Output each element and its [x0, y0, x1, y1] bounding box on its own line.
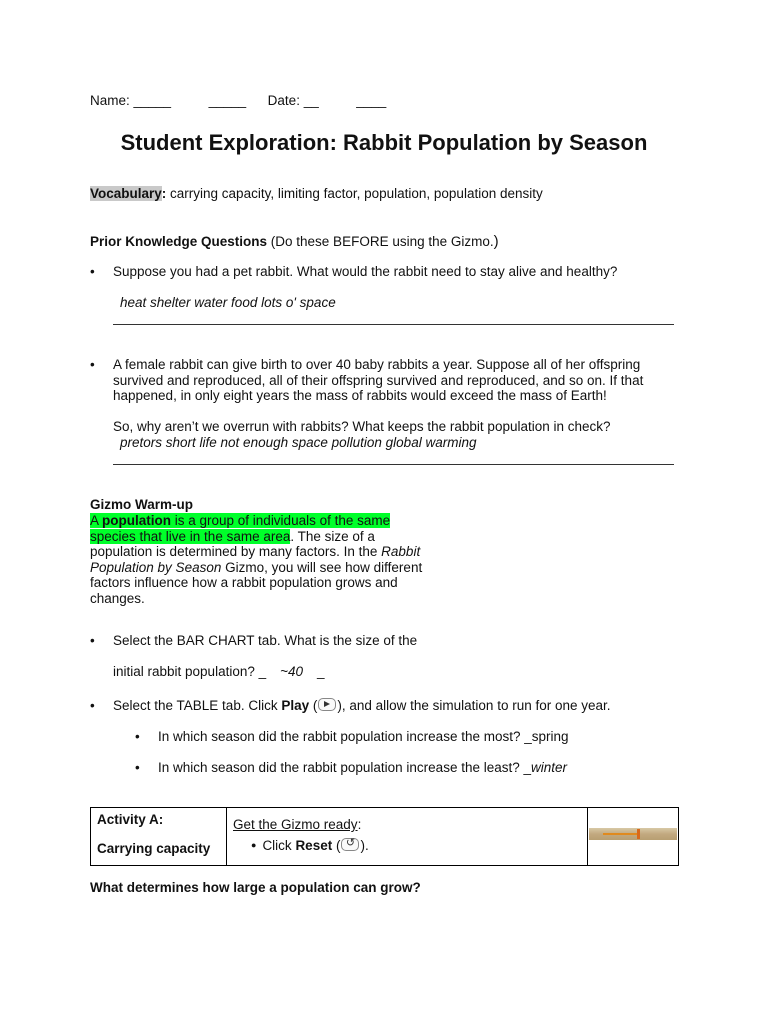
- gizmo-name: Rabbit: [381, 544, 421, 559]
- warmup-heading: Gizmo Warm-up: [90, 497, 193, 512]
- gizmo-name: Population by Season: [90, 559, 222, 575]
- question-1: Suppose you had a pet rabbit. What would the rabbit need to stay alive and healthy?: [113, 264, 618, 279]
- date-blank: ____: [356, 93, 387, 108]
- vocabulary-terms: carrying capacity, limiting factor, population, population density: [166, 186, 543, 201]
- sub-bullet: •: [135, 729, 140, 744]
- vocabulary-colon: :: [161, 186, 167, 201]
- step-2-rest: ), and allow the simulation to run for one year.: [337, 698, 611, 713]
- sub-question-1: [158, 729, 569, 744]
- step-1-prompt: initial rabbit population? _: [113, 664, 267, 679]
- page-title: Student Exploration: Rabbit Population by Season: [120, 130, 648, 155]
- warmup-text: changes.: [90, 590, 145, 606]
- reset-instruction: ● Click Reset ( ↺ ).: [251, 837, 369, 853]
- question-2-line: happened, in only eight years the mass of rabbits would exceed the mass of Earth!: [113, 388, 607, 403]
- question-2-line: A female rabbit can give birth to over 40 baby rabbits a year. Suppose all of her offspring: [113, 357, 641, 372]
- warmup-text: population is determined by many factors. In the: [90, 544, 382, 559]
- definition-text: is a group of individuals of the same: [171, 513, 391, 528]
- warmup-paragraph: [90, 513, 422, 606]
- question-2b: So, why aren’t we overrun with rabbits? What keeps the rabbit population in check?: [113, 419, 611, 434]
- sub-answer-1: spring: [531, 729, 569, 744]
- step-1-tail: _: [317, 664, 325, 679]
- sub-bullet: •: [135, 760, 140, 775]
- bullet: •: [90, 698, 95, 713]
- activity-table: [90, 807, 679, 866]
- name-blank: _____: [208, 93, 247, 108]
- warmup-text: factors influence how a rabbit population grows and: [90, 575, 398, 590]
- step-2-instruction: [113, 698, 611, 713]
- answer-1: heat shelter water food lots o' space: [120, 295, 336, 310]
- gizmo-thumbnail-image: [589, 828, 677, 840]
- gizmo-ready-label: Get the Gizmo ready: [233, 817, 358, 832]
- population-term: population: [102, 513, 171, 528]
- reset-icon: ↺: [341, 838, 359, 851]
- name-label: Name: _____: [90, 93, 172, 108]
- step-2-text: Select the TABLE tab. Click: [113, 698, 282, 713]
- sub-question-1-text: In which season did the rabbit population increase the most? _: [158, 729, 532, 744]
- activity-label-cell: [91, 808, 227, 866]
- step-1-question: Select the BAR CHART tab. What is the size of the: [113, 633, 418, 648]
- play-label: Play: [281, 698, 310, 713]
- step-1-answer-line: [113, 664, 325, 679]
- play-icon: [318, 698, 336, 711]
- answer-2: pretors short life not enough space pollution global warming: [120, 435, 477, 450]
- reset-label: Reset: [295, 838, 333, 853]
- vocabulary-label: Vocabulary: [90, 186, 162, 201]
- paren-open: (: [332, 838, 341, 853]
- bullet: •: [90, 264, 95, 279]
- activity-instructions-cell: [227, 808, 588, 866]
- sub-question-2-text: In which season did the rabbit population increase the least? _: [158, 760, 531, 775]
- warmup-text: Gizmo, you will see how different: [221, 559, 423, 575]
- reset-click-text: Click: [262, 838, 296, 853]
- paren-open: (: [309, 698, 318, 713]
- activity-image-cell: [588, 808, 679, 866]
- date-label: Date: __: [267, 93, 319, 108]
- activity-name: Carrying capacity: [97, 841, 211, 856]
- section-question-heading: What determines how large a population can grow?: [90, 880, 421, 895]
- vocabulary-line: [90, 186, 543, 201]
- gizmo-ready-colon: :: [357, 817, 362, 832]
- question-2-line: survived and reproduced, all of their offspring survived and reproduced, and so on. If that: [113, 372, 644, 388]
- bullet: •: [90, 633, 95, 648]
- paren-close: ).: [360, 838, 369, 853]
- definition-text: A: [90, 513, 103, 528]
- sub-question-2: [158, 760, 567, 775]
- bullet: •: [90, 357, 95, 372]
- activity-label: Activity A:: [97, 812, 164, 827]
- prior-heading-close: ): [493, 233, 499, 250]
- answer-line: [113, 324, 674, 325]
- warmup-text: . The size of a: [290, 528, 375, 544]
- definition-text: species that live in the same area: [90, 528, 291, 544]
- prior-heading-note: (Do these BEFORE using the Gizmo.: [267, 234, 494, 249]
- question-2: [113, 357, 643, 404]
- answer-line: [113, 464, 674, 465]
- prior-knowledge-heading: [90, 233, 499, 250]
- step-1-answer: ~40: [280, 664, 304, 679]
- sub-answer-2: winter: [531, 760, 568, 775]
- prior-heading-text: Prior Knowledge Questions: [90, 234, 268, 249]
- gizmo-ready-line: [233, 817, 587, 832]
- student-info-line: [90, 93, 386, 108]
